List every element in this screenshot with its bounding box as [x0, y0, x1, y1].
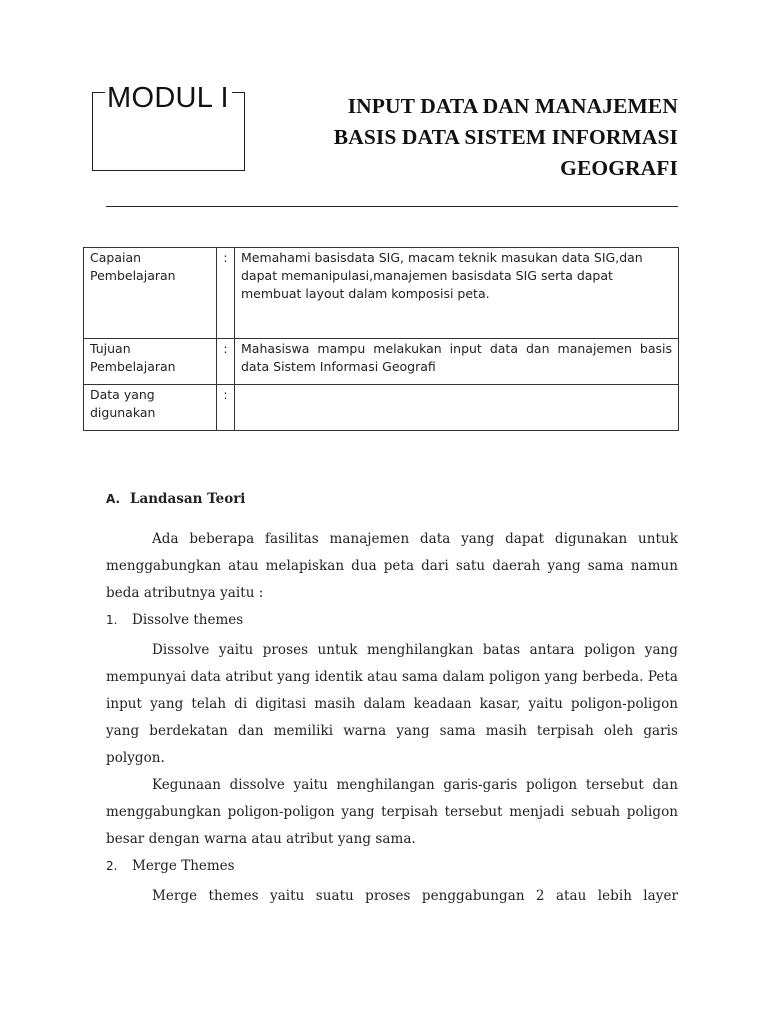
module-label: MODUL I [105, 80, 232, 116]
title-line-2: BASIS DATA SISTEM INFORMASI [333, 125, 678, 149]
section-heading [106, 486, 678, 512]
row-colon: : [217, 339, 235, 385]
learning-info-table [83, 247, 679, 431]
title-divider [106, 206, 678, 207]
paragraph: Dissolve yaitu proses untuk menghilangkan batas antara poligon yang mempunyai data atribut yang identik atau sama dalam poligon yang berbeda. Peta input yang telah di digitasi masih dalam keadaan kasar, yaitu poligon-poligon yang berdekatan dan memiliki warna yang sama masih terpisah oleh garis polygon. [106, 642, 678, 766]
row-value: Mahasiswa mampu melakukan input data dan manajemen basis data Sistem Informasi Geografi [235, 339, 679, 385]
item-title: Merge Themes [132, 858, 235, 874]
list-item [106, 853, 678, 880]
paragraph: Merge themes yaitu suatu proses penggabungan 2 atau lebih layer [152, 888, 678, 904]
title-line-3: GEOGRAFI [560, 156, 678, 180]
row-label: Data yang digunakan [84, 385, 217, 431]
row-colon: : [217, 248, 235, 339]
section-letter: A. [106, 492, 121, 506]
item-title: Dissolve themes [132, 612, 244, 628]
row-label: Capaian Pembelajaran [84, 248, 217, 339]
table-row [84, 248, 679, 339]
title-line-1: INPUT DATA DAN MANAJEMEN [347, 94, 678, 118]
table-row [84, 385, 679, 431]
table-row [84, 339, 679, 385]
paragraph: Kegunaan dissolve yaitu menghilangan garis-garis poligon tersebut dan menggabungkan poligon-poligon yang terpisah tersebut menjadi sebuah poligon besar dengan warna atau atribut yang sama. [106, 777, 678, 847]
item-number: 1. [106, 613, 118, 627]
document-body [106, 486, 678, 910]
intro-paragraph: Ada beberapa fasilitas manajemen data yang dapat digunakan untuk menggabungkan atau melapiskan dua peta dari satu daerah yang sama namun beda atributnya yaitu : [106, 531, 678, 601]
row-colon: : [217, 385, 235, 431]
item-number: 2. [106, 859, 118, 873]
list-item [106, 607, 678, 634]
page-title [334, 91, 678, 184]
row-label: Tujuan Pembelajaran [84, 339, 217, 385]
section-title: Landasan Teori [130, 491, 246, 507]
row-value [235, 385, 679, 431]
row-value: Memahami basisdata SIG, macam teknik masukan data SIG,dan dapat memanipulasi,manajemen basisdata SIG serta dapat membuat layout dalam komposisi peta. [235, 248, 679, 339]
